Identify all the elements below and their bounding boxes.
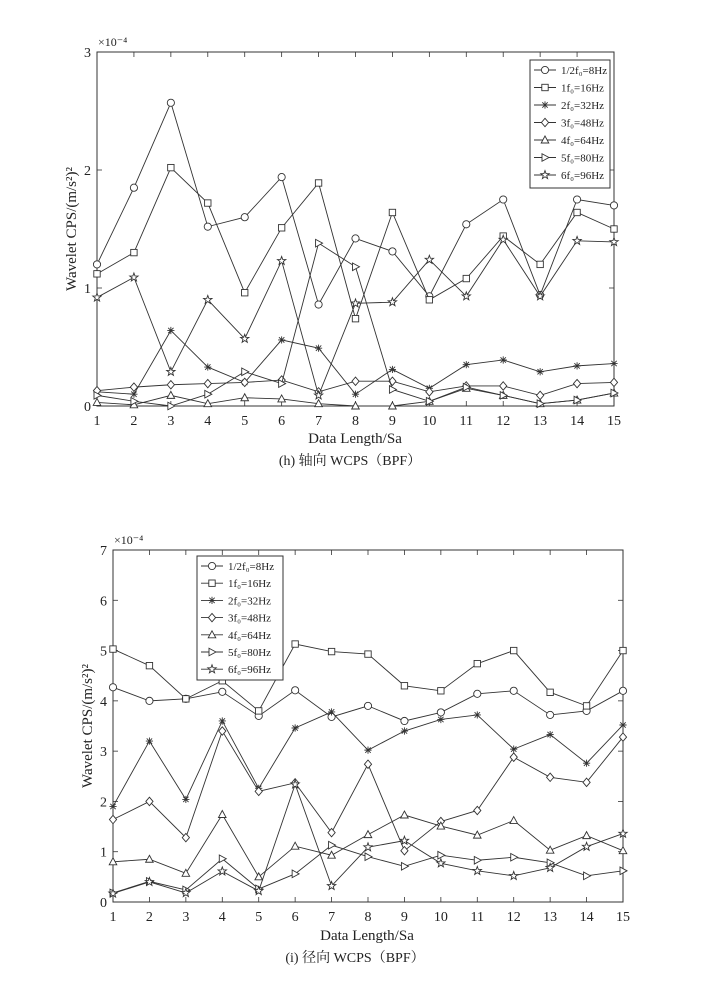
y-tick-label: 5 (100, 644, 107, 660)
data-point (547, 773, 554, 781)
data-point (389, 386, 396, 394)
x-tick-label: 4 (204, 414, 212, 429)
y-tick-label: 3 (84, 46, 91, 61)
data-point (204, 363, 211, 370)
data-point (401, 683, 407, 689)
data-point (610, 360, 617, 367)
y-tick-label: 1 (100, 845, 107, 861)
x-tick-label: 1 (109, 910, 117, 925)
x-tick-label: 6 (278, 414, 286, 429)
y-tick-label: 7 (100, 544, 107, 559)
data-point (131, 249, 137, 255)
data-point (537, 391, 544, 399)
legend-label: 6f₀=96Hz (561, 170, 605, 182)
data-point (547, 711, 554, 718)
data-point (352, 235, 359, 242)
data-point (316, 239, 323, 247)
data-point (511, 853, 518, 861)
data-point (168, 402, 175, 410)
series-layer (109, 641, 627, 897)
y-tick-label: 1 (84, 282, 91, 297)
legend-label: 2f₀=32Hz (228, 595, 272, 608)
legend (530, 60, 610, 188)
legend-label: 1f₀=16Hz (228, 578, 272, 591)
data-point (219, 727, 226, 735)
data-point (218, 811, 226, 818)
data-point (182, 796, 189, 803)
x-tick-label: 2 (145, 910, 153, 925)
legend-marker (541, 101, 548, 108)
data-point (438, 688, 444, 694)
data-point (573, 362, 580, 369)
data-point (182, 869, 190, 876)
y-tick-labels (84, 46, 91, 415)
data-point (364, 760, 371, 768)
legend-marker (541, 66, 548, 73)
legend-label: 3f₀=48Hz (228, 612, 272, 625)
data-point (93, 398, 101, 405)
data-point (537, 261, 543, 267)
data-point (610, 202, 617, 209)
series-line (113, 712, 623, 807)
data-point (204, 223, 211, 230)
data-point (463, 275, 469, 281)
data-point (241, 214, 248, 221)
data-point (205, 390, 212, 398)
y-tick-label: 6 (100, 594, 107, 610)
legend-label: 4f₀=64Hz (228, 629, 272, 642)
data-point (218, 867, 226, 875)
data-point (574, 209, 580, 215)
x-tick-label: 15 (607, 414, 621, 429)
data-point (110, 646, 116, 652)
x-tick-label: 5 (255, 910, 263, 925)
x-tick-label: 11 (459, 414, 474, 429)
data-point (130, 184, 137, 191)
data-point (278, 336, 285, 343)
data-point (546, 846, 554, 853)
x-tick-label: 15 (616, 910, 630, 925)
data-point (547, 731, 554, 738)
data-point (510, 871, 518, 879)
x-tick-label: 14 (570, 414, 585, 429)
data-point (511, 647, 517, 653)
y-tick-label: 4 (100, 694, 107, 710)
legend-label: 1/2f₀=8Hz (228, 561, 275, 573)
legend-label: 2f₀=32Hz (561, 100, 605, 112)
data-point (619, 847, 627, 854)
y-tick-label: 2 (84, 164, 91, 179)
data-point (611, 226, 617, 232)
data-point (500, 196, 507, 203)
data-point (401, 862, 408, 870)
data-point (401, 727, 408, 734)
data-point (364, 831, 372, 838)
data-point (500, 356, 507, 363)
chart-radial-wcps (80, 533, 630, 966)
data-point (94, 271, 100, 277)
y-tick-label: 2 (100, 795, 107, 811)
data-point (146, 855, 154, 862)
chart-caption: (h) 轴向 WCPS（BPF） (278, 454, 422, 469)
x-tick-label: 13 (533, 414, 548, 429)
data-point (463, 361, 470, 368)
data-point (167, 381, 174, 389)
data-point (510, 746, 517, 753)
data-point (620, 647, 626, 653)
y-tick-label: 0 (100, 896, 107, 911)
data-point (364, 702, 371, 709)
data-point (277, 256, 285, 264)
data-point (573, 196, 580, 203)
legend-label: 4f₀=64Hz (561, 135, 605, 147)
x-tick-label: 3 (182, 910, 190, 925)
x-tick-label: 8 (352, 414, 359, 429)
legend-label: 1f₀=16Hz (561, 82, 605, 95)
x-tick-label: 10 (433, 910, 448, 925)
data-point (109, 684, 116, 691)
legend-marker (209, 580, 215, 586)
x-tick-label: 7 (315, 414, 323, 429)
y-tick-label: 3 (100, 745, 107, 761)
data-point (219, 688, 226, 695)
data-point (278, 173, 285, 180)
x-tick-label: 2 (130, 414, 138, 429)
data-point (315, 180, 321, 186)
x-axis-label: Data Length/Sa (308, 431, 402, 447)
legend-label: 3f₀=48Hz (561, 117, 605, 130)
data-point (146, 662, 152, 668)
x-tick-label: 12 (496, 414, 511, 429)
legend (197, 556, 283, 680)
data-point (547, 689, 553, 695)
data-point (351, 299, 359, 307)
data-point (146, 697, 153, 704)
data-point (364, 843, 372, 851)
data-point (500, 382, 507, 390)
data-point (437, 859, 445, 867)
data-point (473, 866, 481, 874)
x-tick-label: 6 (291, 910, 299, 925)
x-tick-label: 14 (579, 910, 594, 925)
legend-marker (208, 597, 215, 604)
series-line (113, 784, 623, 893)
data-point (426, 297, 432, 303)
data-point (352, 315, 358, 321)
data-point (204, 379, 211, 387)
chart-axial-wcps (64, 35, 621, 469)
legend-marker (208, 562, 215, 569)
y-axis-label: Wavelet CPS/(m/s²)² (80, 663, 96, 789)
data-point (474, 856, 481, 864)
data-point (292, 641, 298, 647)
x-tick-label: 11 (470, 910, 485, 925)
data-point (365, 853, 372, 861)
x-tick-label: 1 (93, 414, 101, 429)
data-point (401, 811, 409, 818)
data-point (619, 687, 626, 694)
x-tick-label: 7 (328, 910, 336, 925)
data-point (167, 327, 174, 334)
data-point (183, 696, 189, 702)
data-point (389, 366, 396, 373)
x-tick-labels (94, 414, 622, 429)
y-exponent-label: ×10⁻⁴ (114, 533, 144, 547)
data-point (389, 209, 395, 215)
legend-label: 6f₀=96Hz (228, 664, 272, 677)
data-point (292, 687, 299, 694)
data-point (389, 248, 396, 255)
y-exponent-label: ×10⁻⁴ (98, 35, 128, 49)
x-tick-label: 8 (364, 910, 372, 925)
data-point (241, 394, 249, 401)
data-point (242, 368, 249, 376)
y-axis-label: Wavelet CPS/(m/s²)² (64, 166, 80, 292)
data-point (291, 842, 299, 849)
data-point (364, 747, 371, 754)
y-tick-labels (100, 544, 107, 911)
data-point (292, 724, 299, 731)
y-tick-label: 0 (84, 400, 91, 415)
x-tick-label: 3 (167, 414, 175, 429)
data-point (278, 225, 284, 231)
data-point (463, 221, 470, 228)
data-point (256, 708, 262, 714)
data-point (168, 164, 174, 170)
x-tick-label: 12 (506, 910, 521, 925)
data-point (401, 847, 408, 855)
data-point (109, 803, 116, 810)
data-point (582, 842, 590, 850)
data-point (329, 841, 336, 849)
data-point (573, 236, 581, 244)
data-point (204, 295, 212, 303)
data-point (352, 391, 359, 398)
data-point (437, 716, 444, 723)
x-axis-label: Data Length/Sa (320, 928, 414, 944)
data-point (93, 261, 100, 268)
data-point (426, 388, 433, 396)
data-point (242, 290, 248, 296)
data-point (167, 367, 175, 375)
data-point (474, 690, 481, 697)
data-point (619, 721, 626, 728)
data-point (610, 378, 617, 386)
data-point (109, 815, 116, 823)
data-point (365, 651, 371, 657)
data-point (167, 99, 174, 106)
x-tick-labels (110, 910, 631, 925)
data-point (537, 368, 544, 375)
x-tick-label: 10 (422, 414, 437, 429)
data-point (255, 873, 263, 880)
data-point (328, 648, 334, 654)
data-point (438, 851, 445, 859)
x-tick-label: 9 (388, 414, 396, 429)
data-point (205, 200, 211, 206)
data-point (315, 301, 322, 308)
x-tick-label: 4 (218, 910, 226, 925)
data-point (474, 711, 481, 718)
data-point (315, 345, 322, 352)
legend-label: 1/2f₀=8Hz (561, 65, 608, 77)
data-point (328, 708, 335, 715)
data-point (474, 660, 480, 666)
data-point (130, 273, 138, 281)
data-point (583, 760, 590, 767)
data-point (167, 391, 175, 398)
data-point (584, 872, 591, 880)
legend-label: 5f₀=80Hz (561, 152, 605, 165)
legend-label: 5f₀=80Hz (228, 647, 272, 659)
chart-caption: (i) 径向 WCPS（BPF） (285, 951, 425, 966)
x-tick-label: 13 (543, 910, 558, 925)
data-point (401, 717, 408, 724)
data-point (583, 832, 591, 839)
data-point (219, 717, 226, 724)
series-3 (109, 708, 626, 810)
data-point (510, 687, 517, 694)
data-point (583, 703, 589, 709)
data-point (352, 377, 359, 385)
data-point (146, 737, 153, 744)
legend-marker (542, 84, 548, 90)
data-point (437, 709, 444, 716)
x-tick-label: 5 (241, 414, 249, 429)
x-tick-label: 9 (400, 910, 408, 925)
data-point (573, 379, 580, 387)
data-point (510, 817, 518, 824)
